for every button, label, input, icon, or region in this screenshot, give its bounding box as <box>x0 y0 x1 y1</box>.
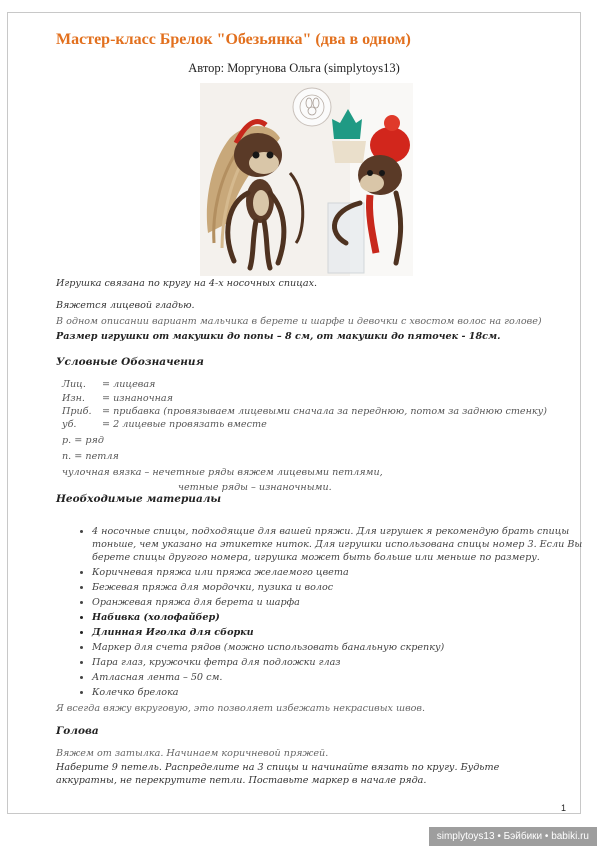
toy-photo <box>200 83 413 276</box>
page-number: 1 <box>560 803 566 813</box>
legend-item: Лиц. = лицевая <box>62 379 156 390</box>
head-section-heading: Голова <box>56 725 99 737</box>
head-line-2: Наберите 9 петель. Распределите на 3 спицы и начинайте вязать по кругу. Будьте <box>56 762 500 773</box>
list-item: • Набивка (холофайбер) <box>92 611 592 624</box>
intro-line-3: В одном описании вариант мальчика в берете и шарфе и девочки с хвостом волос на голове) <box>56 316 542 327</box>
legend-item: р. = ряд <box>62 435 104 446</box>
list-item: • Бежевая пряжа для мордочки, пузика и волос <box>92 581 592 594</box>
watermark: simplytoys13 • Бэйбики • babiki.ru <box>429 827 597 846</box>
materials-list <box>64 525 592 701</box>
list-item: • 4 носочные спицы, подходящие для вашей пряжи. Для игрушек я рекомендую брать спицы тоньше, чем указано на этикетке ниток. Для игрушки использована спицы номер 3. Если Вы берете спицы другого номера, игрушка может быть больше или меньше по размеру. <box>92 525 592 564</box>
list-item: • Коричневая пряжа или пряжа желаемого цвета <box>92 566 592 579</box>
intro-line-2: Вяжется лицевой гладью. <box>56 300 195 311</box>
list-item: • Длинная Иголка для сборки <box>92 626 592 639</box>
list-item: • Колечко брелока <box>92 686 592 699</box>
list-item: • Оранжевая пряжа для берета и шарфа <box>92 596 592 609</box>
legend-item: Изн. = изнаночная <box>62 393 173 404</box>
materials-heading: Необходимые материалы <box>56 493 222 505</box>
list-item: • Маркер для счета рядов (можно использовать банальную скрепку) <box>92 641 592 654</box>
legend-item: уб. = 2 лицевые провязать вместе <box>62 419 267 430</box>
logo-stamp-icon <box>293 88 331 126</box>
document-page <box>7 12 581 814</box>
intro-line-4: Размер игрушки от макушки до попы – 8 см, от макушки до пяточек - 18см. <box>56 331 501 342</box>
stockinette-line-1: чулочная вязка – нечетные ряды вяжем лицевыми петлями, <box>62 467 383 478</box>
author-line: Автор: Моргунова Ольга (simplytoys13) <box>188 61 400 75</box>
materials-note: Я всегда вяжу вкруговую, это позволяет избежать некрасивых швов. <box>56 703 426 714</box>
intro-line-1: Игрушка связана по кругу на 4-х носочных спицах. <box>56 278 318 289</box>
head-line-1: Вяжем от затылка. Начинаем коричневой пряжей. <box>56 748 329 759</box>
stockinette-line-2: четные ряды – изнаночными. <box>178 482 332 493</box>
legend-heading: Условные Обозначения <box>56 356 204 368</box>
legend-item: п. = петля <box>62 451 119 462</box>
list-item: • Атласная лента – 50 см. <box>92 671 592 684</box>
legend-item: Приб. = прибавка (провязываем лицевыми сначала за переднюю, потом за заднюю стенку) <box>62 406 547 417</box>
page-title: Мастер-класс Брелок "Обезьянка" (два в одном) <box>56 31 411 48</box>
list-item: • Пара глаз, кружочки фетра для подложки глаз <box>92 656 592 669</box>
head-line-3: аккуратны, не перекрутите петли. Поставьте маркер в начале ряда. <box>56 775 427 786</box>
